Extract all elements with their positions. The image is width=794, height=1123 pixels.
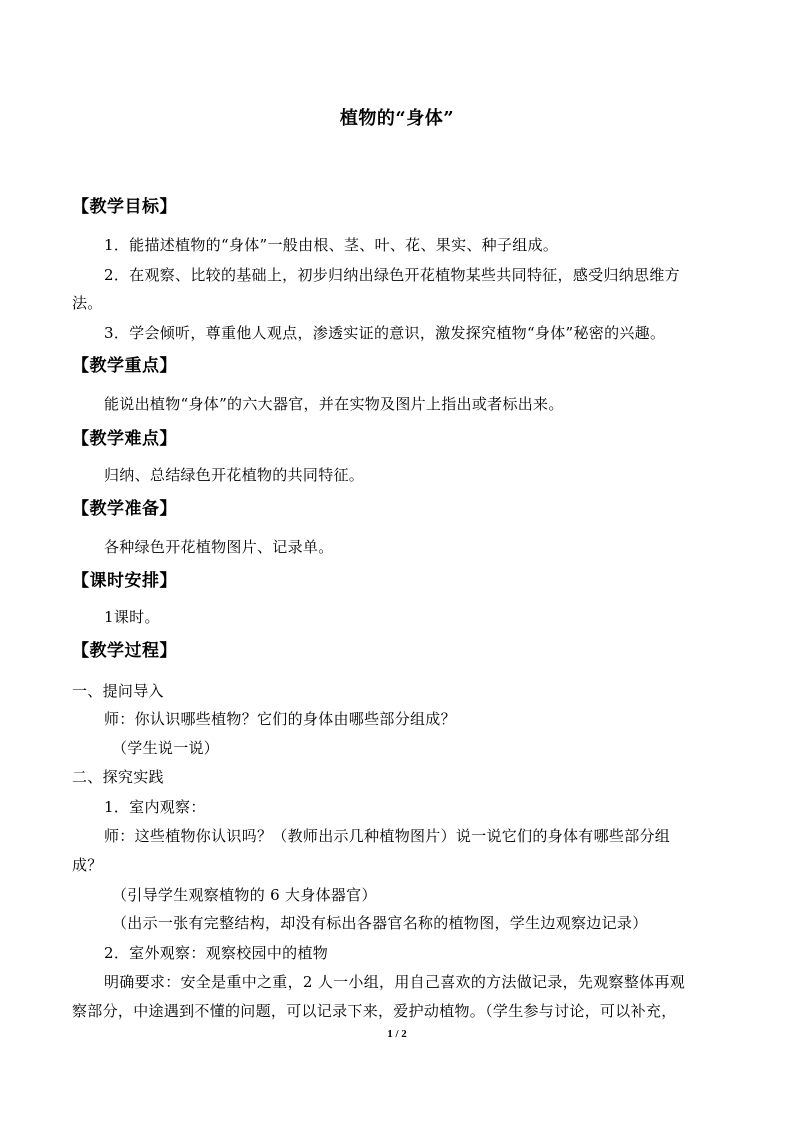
heading-process: 【教学过程】: [72, 641, 177, 661]
heading-difficulties: 【教学难点】: [72, 429, 177, 449]
process-s1-teacher: 师：你认识哪些植物？它们的身体由哪些部分组成？: [104, 710, 456, 728]
heading-preparation: 【教学准备】: [72, 499, 177, 519]
process-s2-requirements-line-1: 明确要求：安全是重中之重，2 人一小组，用自己喜欢的方法做记录，先观察整体再观: [104, 973, 686, 991]
objective-item-3: 3．学会倾听，尊重他人观点，渗透实证的意识，激发探究植物“身体”秘密的兴趣。: [104, 324, 666, 342]
schedule-text: 1课时。: [104, 608, 160, 626]
heading-objectives: 【教学目标】: [72, 197, 177, 217]
process-s2-teacher-line-1: 师：这些植物你认识吗？（教师出示几种植物图片）说一说它们的身体有哪些部分组: [104, 827, 671, 845]
page-number: 1 / 2: [387, 1028, 407, 1040]
objective-item-2-line-2: 法。: [72, 294, 103, 312]
process-s2-requirements-line-2: 察部分，中途遇到不懂的问题，可以记录下来，爱护动植物。（学生参与讨论，可以补充，: [72, 1002, 677, 1020]
process-section-1: 一、提问导入: [72, 682, 164, 700]
process-s2-guide: （引导学生观察植物的 6 大身体器官）: [112, 886, 377, 904]
page-title: 植物的“身体”: [339, 108, 455, 129]
objective-item-2-line-1: 2．在观察、比较的基础上，初步归纳出绿色开花植物某些共同特征，感受归纳思维方: [104, 266, 680, 284]
process-s2-item-2: 2．室外观察：观察校园中的植物: [104, 944, 329, 962]
process-s2-show: （出示一张有完整结构，却没有标出各器官名称的植物图，学生边观察边记录）: [112, 914, 648, 932]
difficulties-text: 归纳、总结绿色开花植物的共同特征。: [104, 466, 365, 484]
key-points-text: 能说出植物“身体”的六大器官，并在实物及图片上指出或者标出来。: [104, 395, 564, 413]
heading-key-points: 【教学重点】: [72, 356, 177, 376]
objective-item-1: 1．能描述植物的“身体”一般由根、茎、叶、花、果实、种子组成。: [104, 236, 559, 254]
process-s1-students: （学生说一说）: [112, 739, 220, 757]
process-section-2: 二、探究实践: [72, 768, 164, 786]
process-s2-item-1: 1．室内观察：: [104, 798, 206, 816]
heading-schedule: 【课时安排】: [72, 571, 177, 591]
preparation-text: 各种绿色开花植物图片、记录单。: [104, 538, 334, 556]
process-s2-teacher-line-2: 成？: [72, 856, 103, 874]
